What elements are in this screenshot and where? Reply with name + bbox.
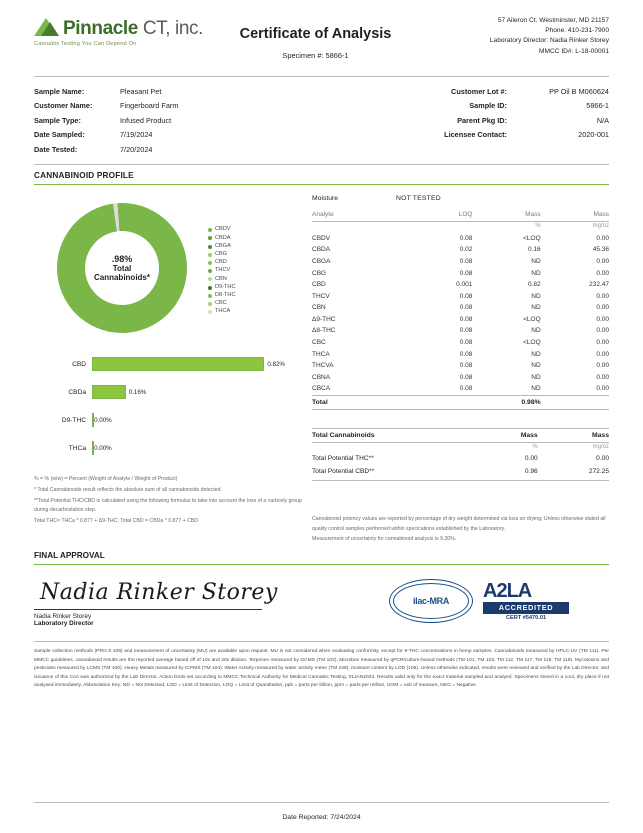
table-row	[312, 232, 609, 244]
info-row	[330, 98, 610, 112]
analyte-table	[312, 208, 609, 409]
info-value: N/A	[596, 115, 609, 125]
cell-analyte: CBNA	[312, 373, 331, 381]
col-header-mass-mgoz: Mass	[541, 208, 609, 222]
bar-label: D9-THC	[61, 416, 86, 424]
signature-area	[34, 579, 609, 627]
signature-line	[34, 609, 262, 610]
cell-analyte: CBC	[312, 339, 326, 347]
legend-label: CBGA	[215, 242, 231, 249]
legend-item	[208, 309, 236, 315]
profile-body	[34, 195, 609, 545]
cell-analyte: THCV	[312, 292, 330, 300]
cell-loq: 0.08	[459, 257, 473, 265]
totals-mass-mgoz: 0.00	[596, 454, 609, 462]
cell-mass-pct: <LOQ	[523, 234, 541, 242]
bar-value: 0.00%	[94, 444, 112, 452]
cell-mass-pct: <LOQ	[523, 339, 541, 347]
cell-mass-mgoz: 0.00	[596, 304, 609, 312]
info-label: Date Tested:	[34, 144, 78, 154]
info-value: PP Oil B M060624	[549, 86, 609, 96]
bar-value: 0.16%	[128, 388, 147, 396]
info-label: Date Sampled:	[34, 130, 85, 140]
bar-track	[92, 413, 302, 427]
table-row	[312, 279, 609, 291]
bar-label: CBDa	[68, 388, 86, 396]
totals-table	[312, 428, 609, 482]
legend-label: THCV	[215, 267, 231, 274]
cell-loq: 0.08	[459, 315, 473, 323]
totals-header-row	[312, 428, 609, 442]
cell-loq: 0.08	[459, 373, 473, 381]
table-row	[312, 383, 609, 395]
col-header-loq: LOQ	[410, 208, 472, 222]
bar-value: 0.82%	[267, 360, 285, 368]
cell-loq: 0.08	[459, 304, 473, 312]
footnote: **Total Potential THC/CBD is calculated using the following formulas to take into account the loss of a carboxly group during decarboxlation step.	[34, 497, 302, 514]
cell-analyte: CBDA	[312, 246, 331, 254]
cell-analyte: THCA	[312, 350, 330, 358]
cell-loq: 0.08	[459, 385, 473, 393]
cell-mass-pct: ND	[531, 292, 541, 300]
chart-column	[34, 195, 302, 545]
unit-mgoz: mg/oz	[592, 223, 609, 230]
legend-item	[208, 236, 236, 242]
section-title-cannabinoid: CANNABINOID PROFILE	[34, 171, 134, 181]
cell-mass-mgoz: 0.00	[596, 350, 609, 358]
table-row	[312, 372, 609, 384]
info-label: Parent Pkg ID:	[457, 115, 507, 125]
cell-mass-mgoz: 0.00	[596, 269, 609, 277]
cell-mass-mgoz: 0.00	[596, 385, 609, 393]
totals-table-wrap	[312, 428, 609, 482]
totals-unit-mgoz: mg/oz	[592, 443, 609, 450]
donut-center-line1: Total	[112, 264, 132, 274]
table-row	[312, 302, 609, 314]
totals-col-header-label: Total Cannabinoids	[312, 428, 466, 442]
cell-loq: 0.08	[459, 339, 473, 347]
cell-loq: 0.08	[459, 269, 473, 277]
cell-mass-mgoz: 0.00	[596, 257, 609, 265]
info-row	[34, 127, 322, 141]
mountain-logo-icon	[34, 14, 60, 38]
lab-phone: Phone: 410-231-7900	[545, 27, 609, 35]
bar-label: CBD	[72, 360, 86, 368]
footnote: * Total Cannabinoids result reflects the absolute sum of all cannabinoids detected.	[34, 487, 222, 494]
cell-loq: 0.08	[459, 327, 473, 335]
cell-mass-pct: ND	[531, 304, 541, 312]
table-header-row	[312, 208, 609, 222]
cell-mass-pct: ND	[531, 373, 541, 381]
donut-graphic	[52, 201, 202, 341]
donut-chart	[34, 201, 302, 341]
unit-pct: %	[535, 223, 541, 230]
legend-swatch-icon	[208, 228, 212, 232]
sample-info-right	[322, 84, 610, 156]
fine-print: Sample collection methods (PRO.S.106) and measurement of uncertainty (MU) are available upon request. MU is not considered when evaluating conformity, except for 9-THC concentrations in hemp samples. Cannabinoids measured by HPLC-UV (TM 111). Per MMCC guidelines, cannabinoid results are the reported average based off of 10x and 20x dilution. Terpenes measured by GCMS (TM 102), Microbes measured by qPCR/culture-based methods (TM 101, TM 103, TM 112, TM 117, TM 118, TM 119). Mycotoxins and pesticides measured by LCMS (TM 100). Heavy Metals measured by ICPMS (TM 104). Water Activity measured by water activity meter (TM 108); moisture content by LOD (105). Unless otherwise indicated, results were reviewed and verified by the Lab Director, and issuance of this CoA was authorized by the Lab Director. Action limits set according to MMCC Technical Authority for Medical Cannabis Testing, 01JAN2023. Results valid only for the exact material sampled and analyed. Specimens stored in a cool, dry place if not analysed immediately. Abbreviation Key: ND = Not Detected, LOD = Limit of Detection, LOQ = Limit of Quantitation, ppb = parts per billion, ppm = parts per million, UOM = unit of measure, NEG = Negative.	[34, 648, 609, 689]
legend-swatch-icon	[208, 269, 212, 273]
brand-tagline: Cannabis Testing You Can Depend On	[34, 41, 137, 47]
legend-swatch-icon	[208, 236, 212, 240]
cell-analyte: CBN	[312, 304, 326, 312]
bar-value: 0.00%	[94, 416, 112, 424]
total-label: Total	[312, 395, 410, 409]
legend-swatch-icon	[208, 245, 212, 249]
legend-item	[208, 285, 236, 291]
bar-row	[34, 437, 302, 459]
totals-mass-pct: 0.00	[524, 454, 538, 462]
cell-mass-mgoz: 45.36	[592, 246, 609, 254]
cell-mass-mgoz: 0.00	[596, 234, 609, 242]
accreditation-badges	[389, 579, 609, 627]
signature-block	[34, 580, 284, 627]
bar-track	[92, 441, 302, 455]
donut-center-pct: .98%	[111, 254, 133, 265]
bar-fill	[92, 385, 126, 399]
cell-mass-pct: 0.82	[528, 281, 541, 289]
table-units-row	[312, 222, 609, 233]
table-row	[312, 348, 609, 360]
cell-mass-mgoz: 0.00	[596, 362, 609, 370]
sample-info-left	[34, 84, 322, 156]
cell-mass-pct: ND	[531, 362, 541, 370]
legend-item	[208, 252, 236, 258]
legend-item	[208, 293, 236, 299]
brand-name-secondary: CT, inc.	[137, 18, 203, 39]
cell-mass-pct: ND	[531, 269, 541, 277]
bar-row	[34, 409, 302, 431]
legend-label: CBC	[215, 300, 227, 307]
cell-mass-pct: <LOQ	[523, 315, 541, 323]
totals-label: Total Potential THC**	[312, 454, 374, 462]
table-row	[312, 290, 609, 302]
lab-address-line: 57 Aileron Ct. Westminster, MD 21157	[497, 17, 609, 24]
totals-units-row	[312, 442, 609, 452]
table-row	[312, 360, 609, 372]
lab-director: Laboratory Director: Nadia Rinker Storey	[489, 37, 609, 45]
cell-mass-pct: ND	[531, 327, 541, 335]
sample-info	[34, 77, 609, 164]
brand-logo	[34, 14, 212, 47]
section-underline	[34, 184, 609, 185]
date-divider	[34, 802, 609, 803]
totals-unit-pct: %	[532, 443, 538, 450]
table-row	[312, 325, 609, 337]
info-row	[330, 127, 610, 141]
totals-mass-mgoz: 272.25	[538, 465, 609, 481]
table-row	[312, 337, 609, 349]
results-column	[302, 195, 609, 545]
info-row	[34, 98, 322, 112]
moisture-row	[312, 195, 609, 208]
cell-analyte: CBCA	[312, 385, 331, 393]
legend-swatch-icon	[208, 294, 212, 298]
final-approval-underline	[34, 564, 609, 565]
legend-item	[208, 260, 236, 266]
totals-unit-blank	[312, 442, 466, 452]
legend-swatch-icon	[208, 286, 212, 290]
total-loq	[410, 395, 472, 409]
signatory-name: Nadia Rinker Storey	[34, 612, 92, 620]
moisture-value: NOT TESTED	[396, 195, 441, 203]
signature-image: Nadia Rinker Storey	[40, 579, 278, 605]
cell-analyte: CBDV	[312, 234, 331, 242]
col-header-analyte: Analyte	[312, 208, 410, 222]
cell-mass-pct: ND	[531, 385, 541, 393]
date-reported: Date Reported: 7/24/2024	[282, 814, 361, 821]
info-value: Fingerboard Farm	[120, 101, 179, 111]
legend-swatch-icon	[208, 261, 212, 265]
lab-mmcc-id: MMCC ID#: L-18-00001	[539, 47, 609, 55]
donut-center	[85, 231, 159, 305]
lab-address-block	[419, 14, 609, 57]
legend-label: CBDV	[215, 226, 231, 233]
page-title: Certificate of Analysis	[239, 26, 392, 42]
table-total-row	[312, 395, 609, 409]
info-label: Customer Lot #:	[451, 86, 507, 96]
disclaimer-line: Cannabinoid potency values are reported by percentage of dry weight determined via loss on drying; Unless otherwise stated all quality control samples performed within specications established by the Laboratory.	[312, 516, 606, 533]
moisture-label: Moisture	[312, 195, 339, 203]
bar-track	[92, 357, 302, 371]
legend-label: CBN	[215, 275, 227, 282]
legend-swatch-icon	[208, 277, 212, 281]
total-mass-mgoz	[541, 395, 609, 409]
col-header-mass-pct: Mass	[472, 208, 540, 222]
table-row	[312, 267, 609, 279]
footnotes-left	[34, 475, 302, 526]
legend-item	[208, 244, 236, 250]
cell-mass-mgoz: 0.00	[596, 292, 609, 300]
a2la-mark-label: A2LA	[483, 579, 532, 602]
cell-analyte: CBGA	[312, 257, 331, 265]
info-row	[34, 113, 322, 127]
unit-blank2	[410, 222, 472, 233]
legend-label: THCA	[215, 308, 231, 315]
legend-swatch-icon	[208, 253, 212, 257]
bar-chart	[34, 353, 302, 459]
info-value: Infused Product	[120, 115, 172, 125]
table-row	[312, 314, 609, 326]
cell-mass-mgoz: 0.00	[596, 339, 609, 347]
footnote: Total THC= THCa * 0.877 + Δ9-THC; Total CBD = CBDa * 0.877 + CBD	[34, 517, 199, 524]
cell-loq: 0.08	[459, 362, 473, 370]
unit-blank	[312, 222, 410, 233]
ilac-mra-label: ilac-MRA	[412, 595, 450, 606]
legend-label: CBDA	[215, 234, 231, 241]
cell-loq: 0.08	[459, 234, 473, 242]
donut-legend	[208, 227, 236, 341]
legend-item	[208, 277, 236, 283]
info-row	[330, 113, 610, 127]
cell-loq: 0.001	[456, 281, 473, 289]
cell-analyte: CBD	[312, 281, 326, 289]
cell-loq: 0.08	[459, 350, 473, 358]
info-row	[34, 84, 322, 98]
legend-swatch-icon	[208, 302, 212, 306]
cell-analyte: Δ8-THC	[312, 327, 336, 335]
totals-col-header-mass-mgoz: Mass	[538, 428, 609, 442]
cell-mass-pct: ND	[531, 257, 541, 265]
a2la-badge-icon	[483, 581, 569, 622]
specimen-number: Specimen #: 5866-1	[282, 51, 349, 60]
info-value: 7/19/2024	[120, 130, 153, 140]
cell-mass-mgoz: 0.00	[596, 315, 609, 323]
cell-mass-mgoz: 232.47	[589, 281, 609, 289]
cell-loq: 0.08	[459, 292, 473, 300]
totals-row	[312, 452, 609, 465]
bar-row	[34, 381, 302, 403]
legend-swatch-icon	[208, 310, 212, 314]
legend-label: CBD	[215, 259, 227, 266]
bar-track	[92, 385, 302, 399]
total-mass-pct: 0.98%	[472, 395, 540, 409]
a2la-accredited-label: ACCREDITED	[483, 602, 569, 614]
legend-item	[208, 227, 236, 233]
cell-analyte: THCVA	[312, 362, 334, 370]
totals-col-header-mass-pct: Mass	[466, 428, 537, 442]
info-label: Sample ID:	[469, 101, 507, 111]
footnote: % = % (w/w) = Percent (Weight of Analyte / Weight of Product)	[34, 476, 178, 483]
ilac-mra-badge-icon	[389, 579, 473, 623]
info-label: Customer Name:	[34, 101, 93, 111]
bar-fill	[92, 357, 264, 371]
title-block	[212, 14, 419, 60]
legend-item	[208, 268, 236, 274]
cell-mass-pct: 0.16	[528, 246, 541, 254]
cell-mass-pct: ND	[531, 350, 541, 358]
info-value: Pleasant Pet	[120, 86, 162, 96]
cell-mass-mgoz: 0.00	[596, 327, 609, 335]
brand-name-primary: Pinnacle	[63, 18, 138, 39]
legend-label: D8-THC	[215, 291, 236, 298]
cell-mass-mgoz: 0.00	[596, 373, 609, 381]
legend-label: D9-THC	[215, 283, 236, 290]
info-label: Sample Name:	[34, 86, 85, 96]
bar-row	[34, 353, 302, 375]
a2la-cert-number: CERT #5470.01	[505, 615, 547, 622]
table-row	[312, 256, 609, 268]
totals-label: Total Potential CBD**	[312, 465, 466, 481]
document-header	[34, 0, 609, 60]
brand-name	[63, 19, 203, 38]
signatory-role: Laboratory Director	[34, 619, 94, 627]
section-title-final-approval: FINAL APPROVAL	[34, 550, 105, 560]
legend-label: CBG	[215, 250, 228, 257]
table-row	[312, 244, 609, 256]
disclaimer-right	[312, 515, 609, 545]
cell-loq: 0.02	[459, 246, 473, 254]
cell-analyte: Δ9-THC	[312, 315, 336, 323]
info-row	[330, 84, 610, 98]
info-row	[34, 142, 322, 156]
totals-mass-pct: 0.96	[466, 465, 537, 481]
totals-row	[312, 465, 609, 481]
legend-item	[208, 301, 236, 307]
info-label: Licensee Contact:	[444, 130, 507, 140]
info-value: 5866-1	[586, 101, 609, 111]
bar-label: THCa	[68, 444, 86, 452]
disclaimer-line: Measurement of uncertainty for cannabinoid analysis is 9.20%.	[312, 536, 457, 543]
cell-analyte: CBG	[312, 269, 327, 277]
final-approval-section	[34, 551, 609, 627]
donut-center-line2: Cannabinoids*	[93, 273, 150, 283]
footer-divider	[34, 641, 609, 642]
info-value: 2020-001	[578, 130, 609, 140]
info-value: 7/20/2024	[120, 144, 153, 154]
info-label: Sample Type:	[34, 115, 81, 125]
